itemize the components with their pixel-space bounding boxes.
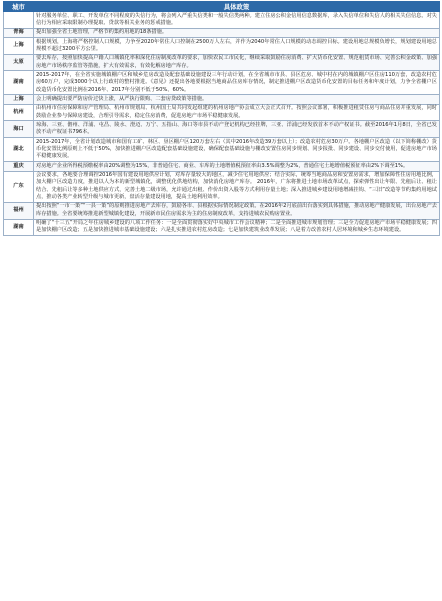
table-row: [4, 219, 440, 236]
row-policy: 根据规划，上海将严格控制人口规模，力争至2020年常住人口控制在2500万人左右，并作为2040年常住人口规模的动态调控目标。建设用地总规模负增长，规划建设用地总规模不超过3200平方公里。: [34, 38, 440, 55]
table-row: [4, 71, 440, 95]
row-policy: 2015-2017年，在全省实施城镇棚户区和城乡危房改造及配套基础设施建设三年行动计划，在全省城市市县、县区危房、城中村在内的城镇棚户区住房110万套，改造农村危房60万户，完成3000个以上行政村的整村推进。《意见》还提出各地要根据当地商品住房库存情况，制定推进棚户区改造货币化安置的目标任务和年度计划，力争全省棚户区改造货币化安置比例在2016年、2017年分别不低于50%、60%。: [34, 71, 440, 95]
row-policy: 由杭州市住房保障和房产管理局、杭州市规划局、杭州国土局共同发起组建的杭州房地产协会成立大会正式召开。按照会议部署，积极推进租赁住房与商品住房并重发展，同时鼓励企业参与保障房建设，合理引导需求，稳定住房消费，促进房地产市场平稳健康发展。: [34, 104, 440, 121]
row-policy: 针对服务单位、职工、开发单位不同程度的失信行为，将会列入严重失信类和一般失信类两种。建立住房公积金信用信息数据库，录入失信单位和失信人的相关失信信息。对失信行为相应采取限制办理提取、贷款等相关业务的惩戒措施。: [34, 12, 440, 29]
row-city: 湖南: [4, 219, 34, 236]
table-row: [4, 162, 440, 171]
row-city: 湖南: [4, 71, 34, 95]
row-policy: 2015-2017年，全省计划改造城市和国有工矿、林区、垦区棚户区120万套左右（其中2016年改造39万套以上）；改造农村危房30万户。各地棚户区改造（以下简称棚改）货币化安置比例原则上不低于50%，加快推进棚户区改造配套基础设施建设，确保配套基础设施与棚改安置住房同步规划、同步报批、同步建设、同步交付使用，促进房地产市场平稳健康发展。: [34, 138, 440, 162]
table-row: [4, 38, 440, 55]
row-policy: 对房地产企业所得税预缴税率由20%调整为15%，非普通住宅、商业、车库的土地增值税预征率由3.5%调整为2%，普通住宅土地增值税预征率由2%下调至1%。: [34, 162, 440, 171]
table-row: [4, 104, 440, 121]
header-city: 城市: [4, 2, 34, 12]
row-city: 重庆: [4, 162, 34, 171]
table-row: [4, 95, 440, 104]
table-row: [4, 171, 440, 202]
row-city: 湖北: [4, 138, 34, 162]
table-header-row: [4, 2, 440, 12]
row-city: 上海: [4, 38, 34, 55]
row-city: 上海: [4, 95, 34, 104]
table-row: [4, 54, 440, 71]
row-policy: 提出加强全省土地管理，严格节约集约用地的18条措施。: [34, 28, 440, 37]
row-policy: 明确了“十三五”开局之年住房城乡建设的八项工作任务：一是全面贯彻落实好中央城市工作会议精神；二是全面推进城市规划管理；三是全力促进房地产市场平稳健康发展；四是加快棚户区改造；五是加快推进城市基础设施建设；六是扎实推进农村危房改造；七是加快建筑业改革发展；八是着力改善农村人居环境和城乡生态环境建设。: [34, 219, 440, 236]
row-policy: 琼海、三亚、儋州、洋浦、屯昌、陵水、澄迈、万宁、五指山、海口等市县不动产登记机构已经挂牌，三亚、洋浦已经发放首本不动产权证书。截至2016年1月8日，全省已发放不动产权证书796本。: [34, 121, 440, 138]
row-policy: 会议要求，各地要合理调控2016年国有建设用地供应计划，对库存量较大的地区，减少住宅用地供应；结合实际，统筹当地商品房和安置房需求，增加保障性住房用地比例，加大棚户区改造力度，推进以人为本的新型城镇化，调整优化供地结构，加快消化房地产库存。 2016年，广东将推进土地市场改革试点，探索弹性出让年限、先租后让、租让结合、先租后让等多种土地供应方式，完善土地二级市场，允许通过出租、作价出资入股等方式利用存量土地；深入推进城乡建设用地增减挂钩、“三旧”改造等节约集约用地试点，推动各类产业转型升级与城市更新，盘活存量建设用地，提高土地利用效率。: [34, 171, 440, 202]
policy-document: [3, 1, 439, 236]
policy-table: [3, 1, 440, 236]
row-policy: 会上明确提出要严防房价过快上涨，从严执行限购、二套房贷政策等措施。: [34, 95, 440, 104]
row-city: 广东: [4, 171, 34, 202]
row-city: 青海: [4, 28, 34, 37]
table-row: [4, 12, 440, 29]
table-row: [4, 28, 440, 37]
header-policy: 具体政策: [34, 2, 440, 12]
row-policy: 要去库存，按照加快提高户籍人口城镇化率和深化住房制度改革的要求，加快农民工市民化，继续采取鼓励住房消费、扩大货币化安置、规范租赁市场、完善公积金政策、加强房地产市场秩序监管等措施，扩大有效需求，有效化解房地产库存。: [34, 54, 440, 71]
row-policy: 提出按照“一市一策”“一县一策”的原则推进房地产去库存，鼓励各市、县根据实际情况制定政策。在2016年2月底前出台落实到具体措施，推动房地产健康发展，出台房地产去库存措施。全省要统筹推进新型城镇化建设，开展新市民住房需求为主的住房制度改革，支持进城农民购房置业。: [34, 202, 440, 219]
row-city: 太原: [4, 54, 34, 71]
table-row: [4, 202, 440, 219]
row-city: [4, 12, 34, 29]
row-city: 福州: [4, 202, 34, 219]
row-city: 杭州: [4, 104, 34, 121]
row-city: 海口: [4, 121, 34, 138]
table-row: [4, 121, 440, 138]
table-row: [4, 138, 440, 162]
